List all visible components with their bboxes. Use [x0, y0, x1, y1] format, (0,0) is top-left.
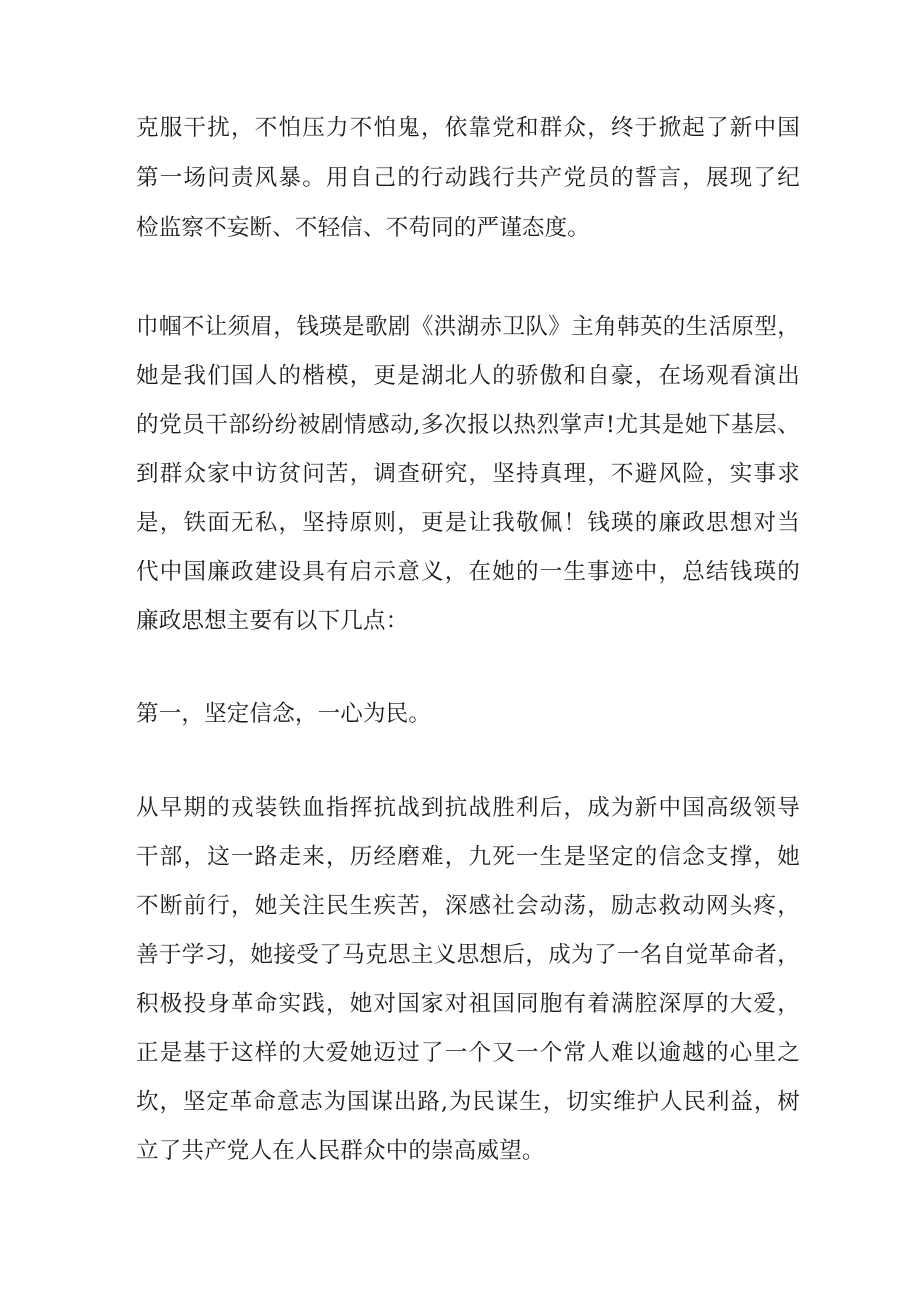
paragraph-4-line-7: 坎，坚定革命意志为国谋出路,为民谋生，切实维护人民利益，树	[136, 1089, 800, 1115]
paragraph-2-line-1: 巾帼不让须眉，钱瑛是歌剧《洪湖赤卫队》主角韩英的生活原型，	[136, 314, 800, 340]
paragraph-2-line-5: 是，铁面无私，坚持原则，更是让我敬佩！钱瑛的廉政思想对当	[136, 510, 800, 536]
paragraph-2-line-6: 代中国廉政建设具有启示意义，在她的一生事迹中，总结钱瑛的	[136, 559, 800, 585]
paragraph-2-line-4: 到群众家中访贫问苦，调查研究，坚持真理，不避风险，实事求	[136, 461, 800, 487]
paragraph-2-line-2: 她是我们国人的楷模，更是湖北人的骄傲和自豪，在场观看演出	[136, 363, 800, 389]
paragraph-4-line-5: 积极投身革命实践，她对国家对祖国同胞有着满腔深厚的大爱，	[136, 991, 800, 1017]
paragraph-1-line-3: 检监察不妄断、不轻信、不苟同的严谨态度。	[136, 215, 591, 241]
paragraph-1-line-1: 克服干扰，不怕压力不怕鬼，依靠党和群众，终于掀起了新中国	[136, 115, 800, 141]
paragraph-4-line-4: 善于学习，她接受了马克思主义思想后，成为了一名自觉革命者，	[136, 942, 800, 968]
section-heading: 第一，坚定信念，一心为民。	[136, 701, 432, 727]
paragraph-4-line-2: 干部，这一路走来，历经磨难，九死一生是坚定的信念支撑，她	[136, 844, 800, 870]
paragraph-2-line-7: 廉政思想主要有以下几点：	[136, 608, 409, 634]
paragraph-4-line-3: 不断前行，她关注民生疾苦，深感社会动荡，励志救动网头疼，	[136, 893, 800, 919]
paragraph-2-line-3: 的党员干部纷纷被剧情感动,多次报以热烈掌声!尤其是她下基层、	[136, 412, 800, 438]
paragraph-4-line-8: 立了共产党人在人民群众中的崇高威望。	[136, 1138, 545, 1164]
paragraph-1-line-2: 第一场问责风暴。用自己的行动践行共产党员的誓言，展现了纪	[136, 165, 800, 191]
paragraph-4-line-1: 从早期的戎装铁血指挥抗战到抗战胜利后，成为新中国高级领导	[136, 795, 800, 821]
paragraph-4-line-6: 正是基于这样的大爱她迈过了一个又一个常人难以逾越的心里之	[136, 1040, 800, 1066]
